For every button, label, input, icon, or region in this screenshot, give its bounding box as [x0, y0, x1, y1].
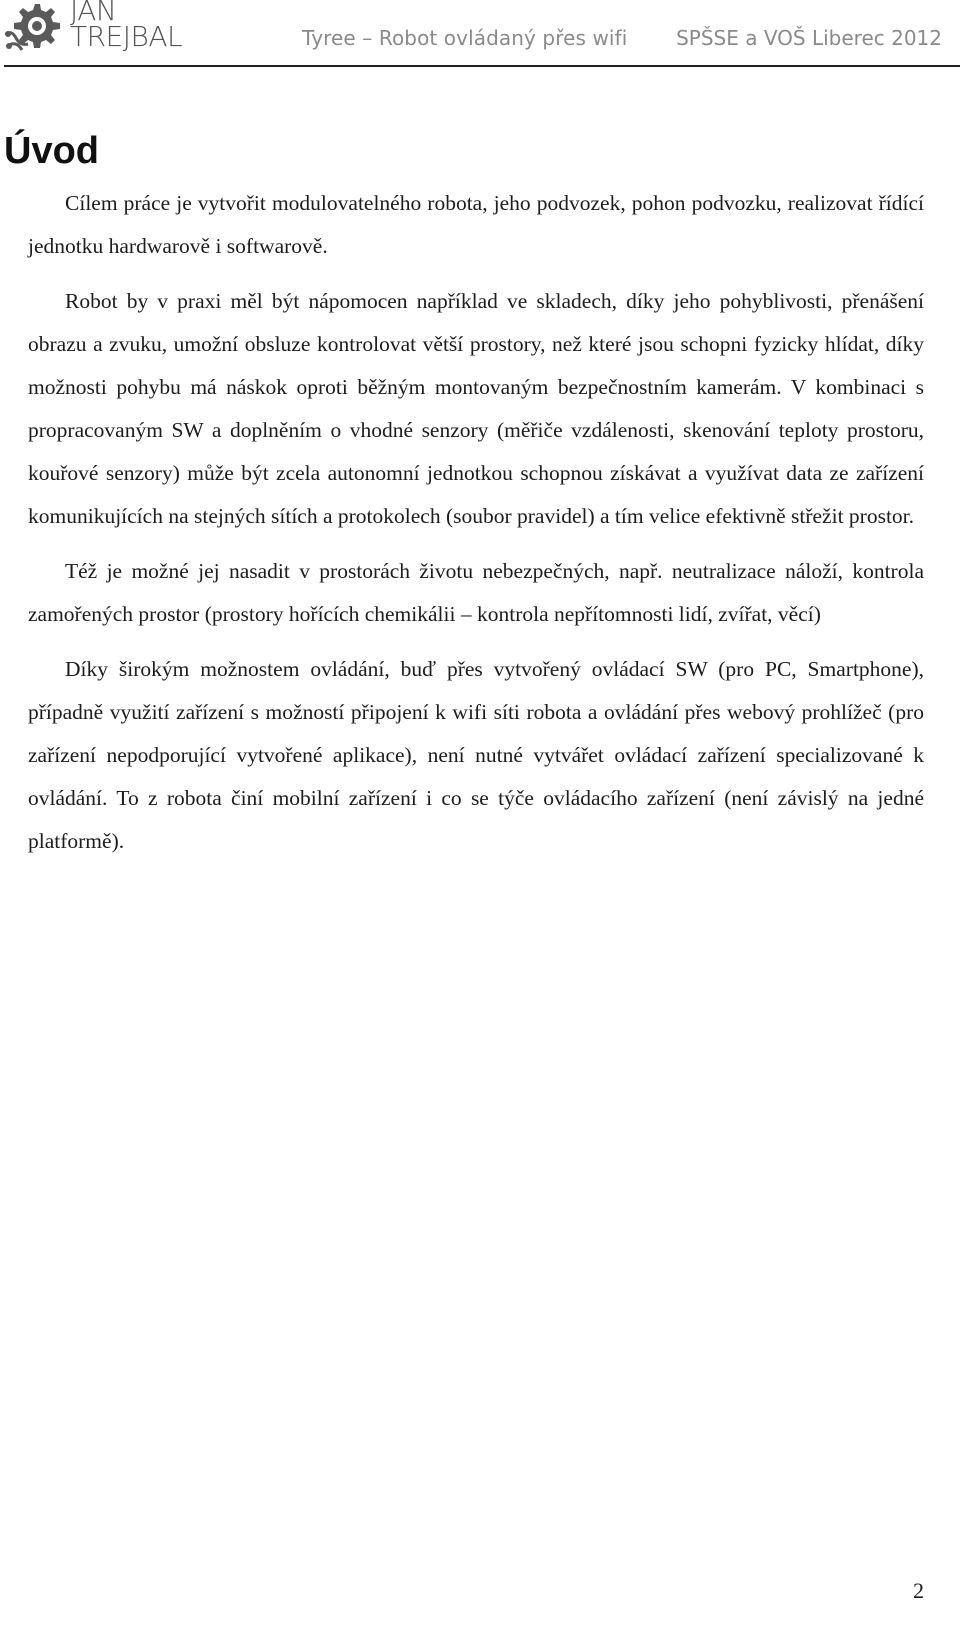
- paragraph: Též je možné jej nasadit v prostorách životu nebezpečných, např. neutralizace náloží, kontrola zamořených prostor (prostory hořících chemikálii – kontrola nepřítomnosti lidí, zvířat, věcí): [28, 559, 924, 626]
- page-header: [0, 0, 960, 68]
- logo-text: [70, 0, 183, 53]
- document-title: Tyree – Robot ovládaný přes wifi: [302, 26, 628, 50]
- section-body: [28, 182, 924, 875]
- logo-text-line1: JAN: [70, 0, 117, 27]
- section-heading: Úvod: [4, 130, 99, 172]
- page-number: 2: [913, 1578, 924, 1603]
- logo: [4, 0, 183, 56]
- organization-label: SPŠSE a VOŠ Liberec 2012: [676, 26, 942, 50]
- paragraph: Cílem práce je vytvořit modulovatelného robota, jeho podvozek, pohon podvozku, realizovat řídící jednotku hardwarově i softwarově.: [28, 191, 924, 258]
- logo-gear-icon: [4, 0, 66, 56]
- paragraph: Díky širokým možnostem ovládání, buď přes vytvořený ovládací SW (pro PC, Smartphone), případně využití zařízení s možností připojení k wifi síti robota a ovládání přes webový prohlížeč (pro zařízení nepodporující vytvořené aplikace), není nutné vytvářet ovládací zařízení specializované k ovládání. To z robota činí mobilní zařízení i co se týče ovládacího zařízení (není závislý na jedné platformě).: [28, 657, 924, 853]
- logo-text-line2: TREJBAL: [70, 20, 183, 53]
- header-divider: [4, 65, 960, 67]
- paragraph: Robot by v praxi měl být nápomocen například ve skladech, díky jeho pohyblivosti, přenášení obrazu a zvuku, umožní obsluze kontrolovat větší prostory, než které jsou schopni fyzicky hlídat, díky možnosti pohybu má náskok oproti běžným montovaným bezpečnostním kamerám. V kombinaci s propracovaným SW a doplněním o vhodné senzory (měřiče vzdálenosti, skenování teploty prostoru, kouřové senzory) může být zcela autonomní jednotkou schopnou získávat a využívat data ze zařízení komunikujících na stejných sítích a protokolech (soubor pravidel) a tím velice efektivně střežit prostor.: [28, 289, 924, 528]
